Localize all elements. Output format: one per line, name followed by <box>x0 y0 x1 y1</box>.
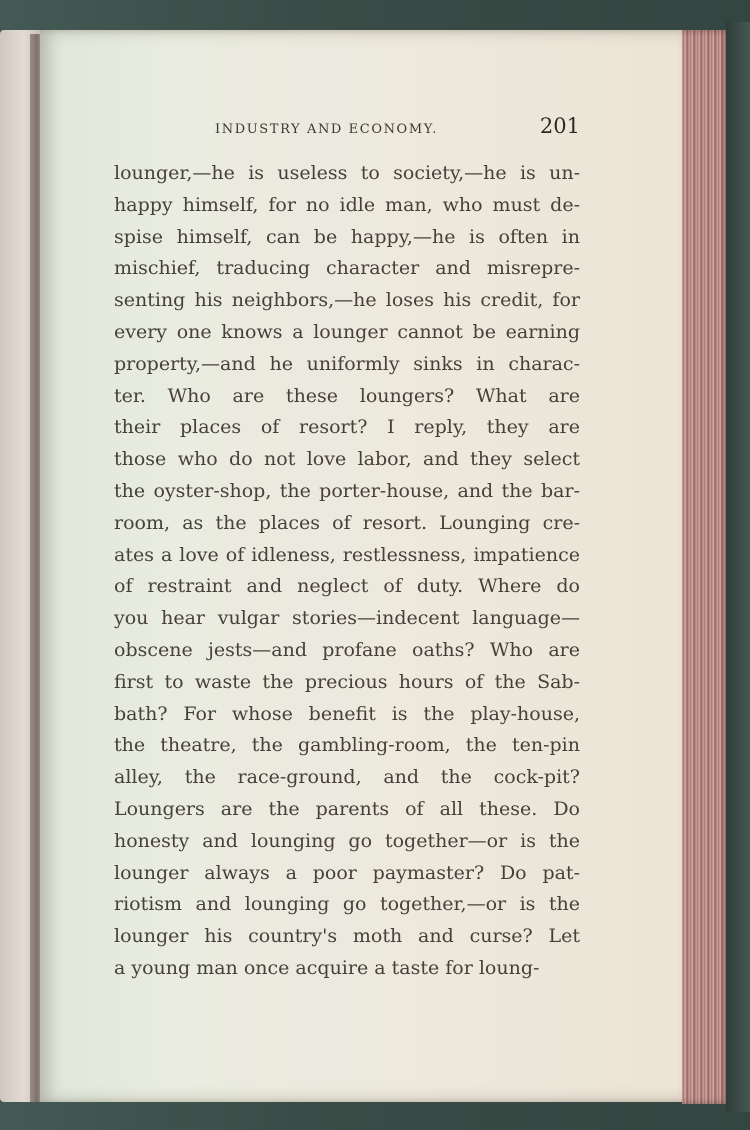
text-line: Loungers are the parents of all these. Do <box>114 797 580 820</box>
text-line: the oyster-shop, the porter-house, and the bar- <box>114 479 580 502</box>
text-line: bath? For whose benefit is the play-house, <box>114 702 580 725</box>
text-line: alley, the race-ground, and the cock-pit? <box>114 766 580 789</box>
text-line: lounger,—he is useless to society,—he is un- <box>114 162 580 184</box>
page-edges <box>682 30 732 1104</box>
text-line: room, as the places of resort. Lounging cre- <box>114 511 580 534</box>
text-line: ter. Who are these loungers? What are <box>114 384 580 407</box>
book-cover-edge <box>726 22 750 1112</box>
text-line: ates a love of idleness, restlessness, impatience <box>114 543 580 566</box>
text-line: first to waste the precious hours of the Sab- <box>114 670 580 693</box>
text-line: lounger always a poor paymaster? Do pat- <box>114 861 580 884</box>
text-line: honesty and lounging go together—or is the <box>114 829 580 852</box>
text-line: property,—and he uniformly sinks in charac- <box>114 352 580 375</box>
text-line: lounger his country's moth and curse? Let <box>114 925 580 948</box>
text-line: senting his neighbors,—he loses his credit, for <box>114 289 580 312</box>
page-header <box>215 114 580 148</box>
text-line: spise himself, can be happy,—he is often in <box>114 225 580 248</box>
text-line: mischief, traducing character and misrepre- <box>114 257 580 280</box>
text-line: happy himself, for no idle man, who must de- <box>114 193 580 216</box>
page-number: 201 <box>539 114 580 138</box>
text-line: of restraint and neglect of duty. Where do <box>114 575 580 598</box>
text-line: a young man once acquire a taste for loung- <box>114 956 540 979</box>
text-line: their places of resort? I reply, they are <box>114 416 580 439</box>
text-line: riotism and lounging go together,—or is the <box>114 893 580 916</box>
body-text <box>114 158 580 985</box>
text-line: every one knows a lounger cannot be earning <box>114 320 580 343</box>
text-line: the theatre, the gambling-room, the ten-pin <box>114 734 580 757</box>
text-line: those who do not love labor, and they select <box>114 448 580 471</box>
text-line: obscene jests—and profane oaths? Who are <box>114 638 580 661</box>
running-title: INDUSTRY AND ECONOMY. <box>215 122 438 137</box>
text-line: you hear vulgar stories—indecent language— <box>114 607 580 630</box>
